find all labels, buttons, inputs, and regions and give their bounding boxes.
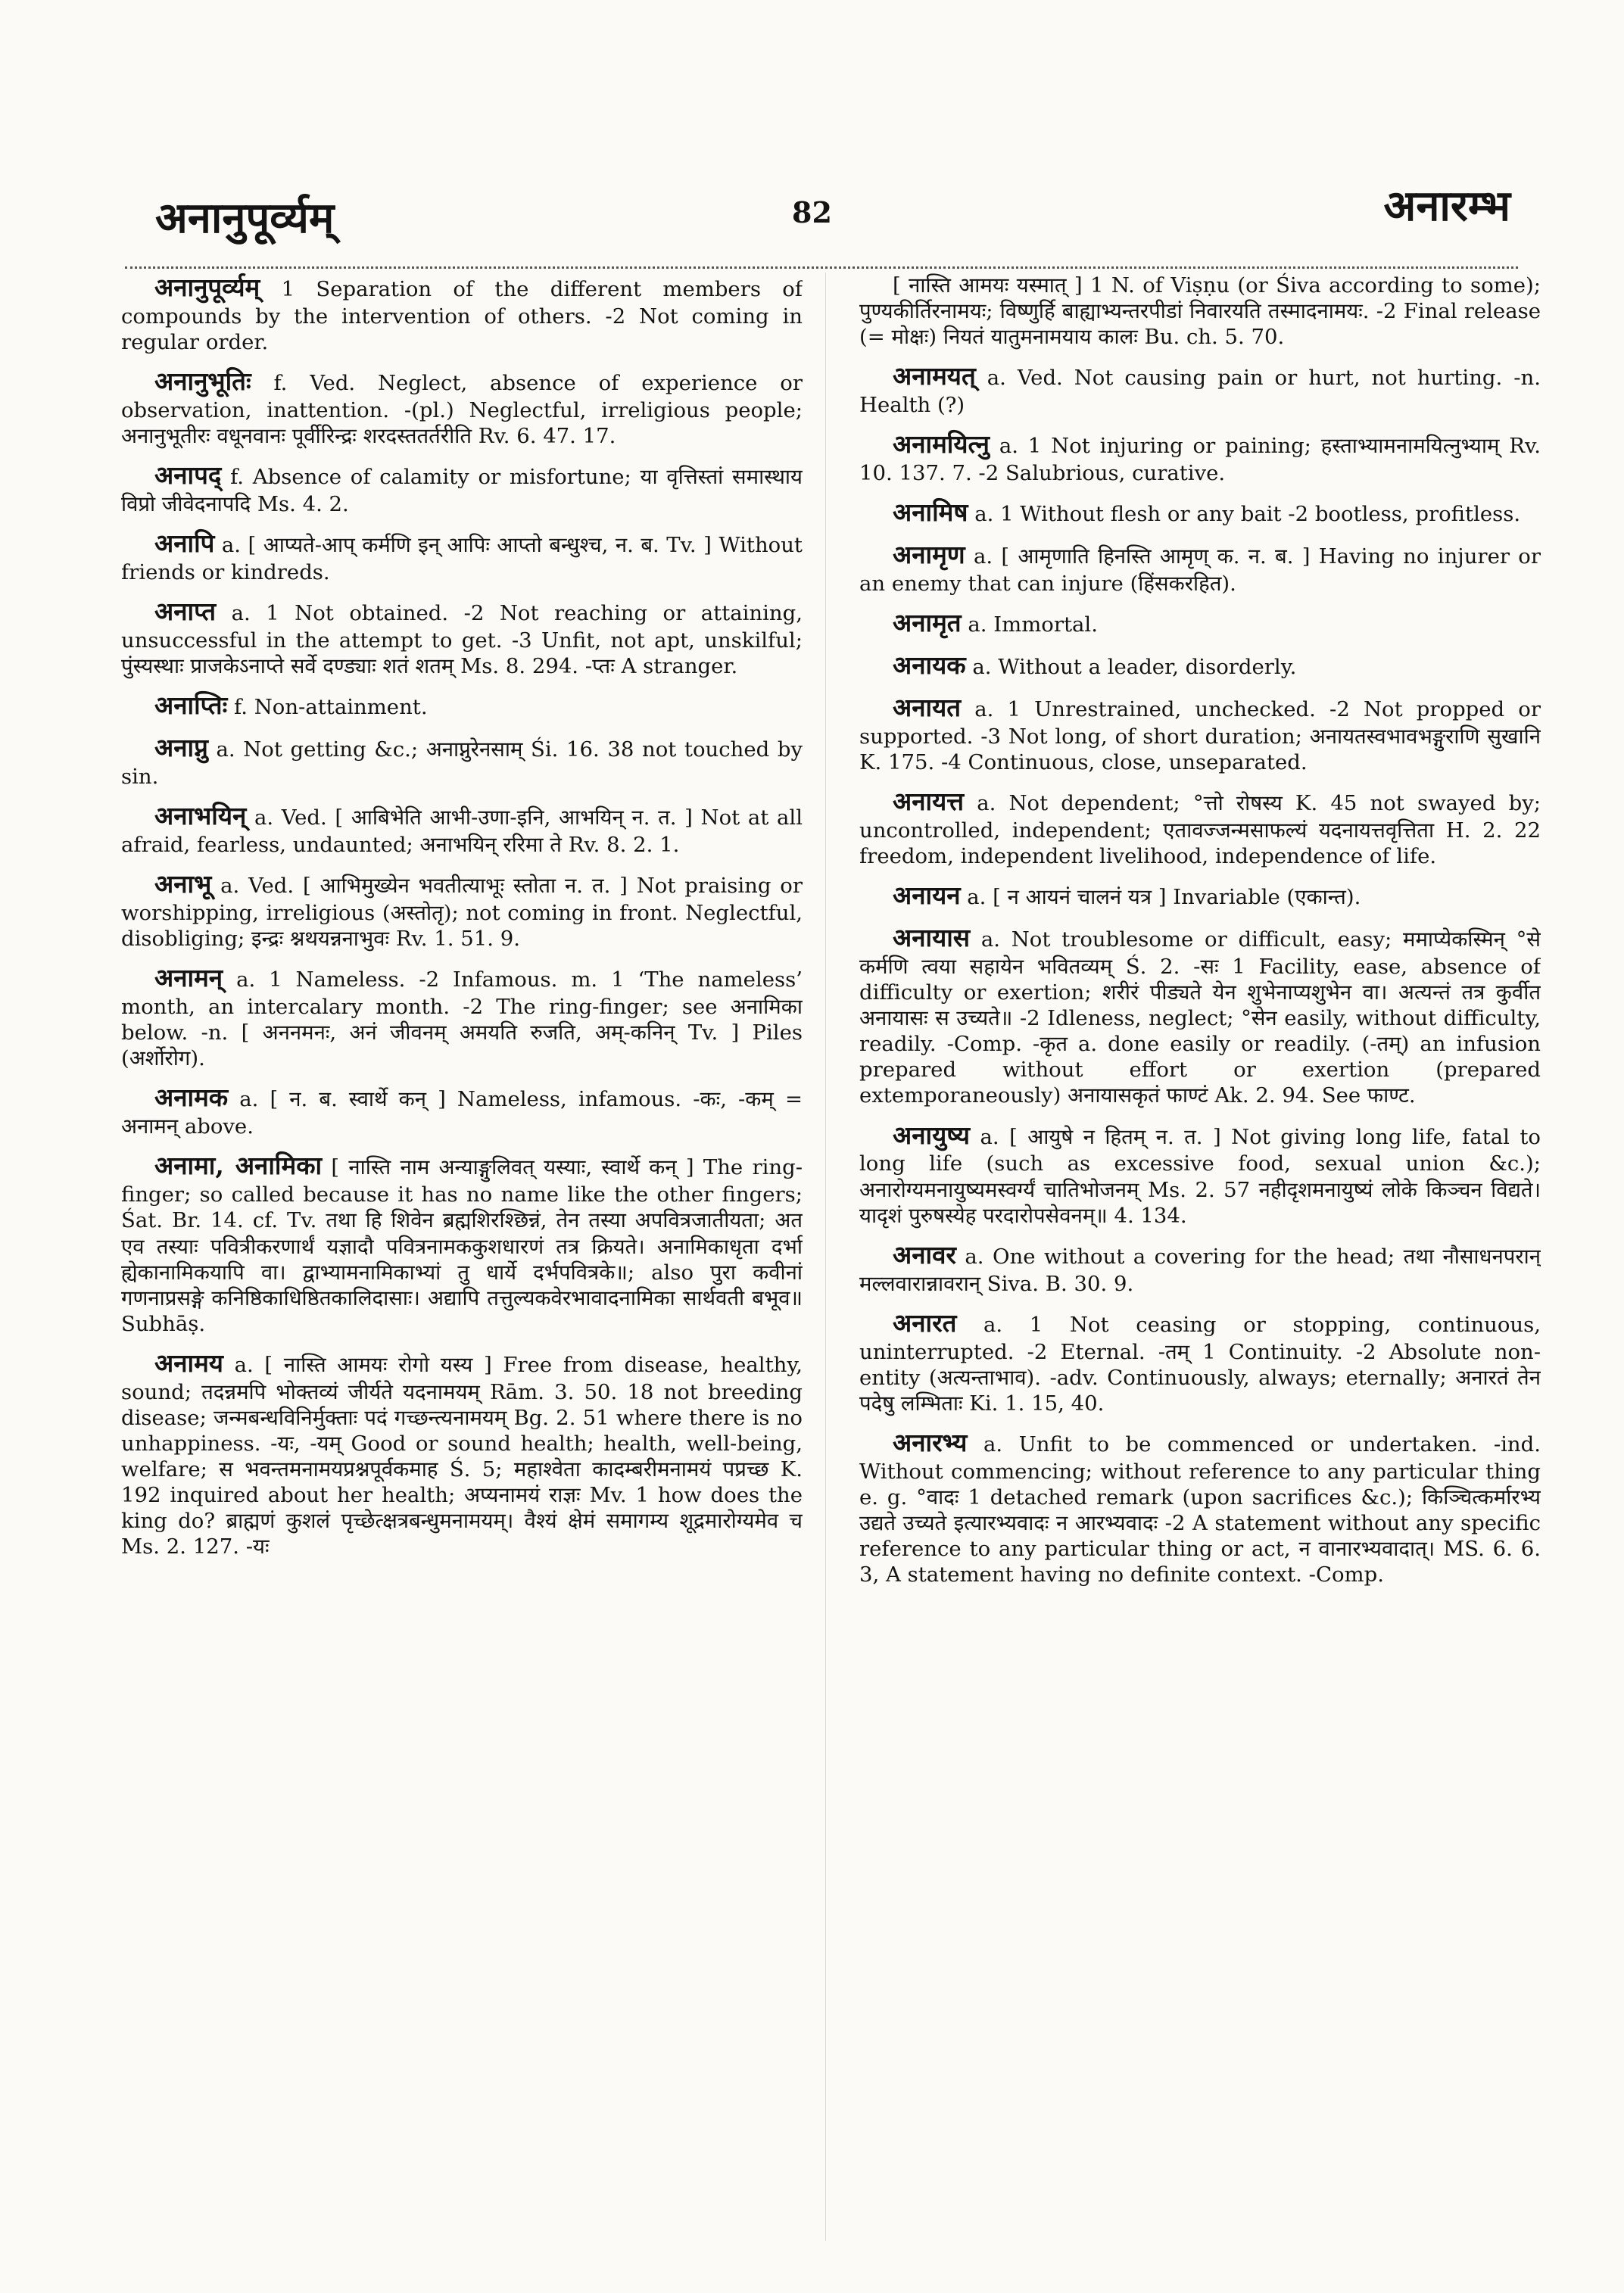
headword: अनाप्नु [154,733,208,763]
dictionary-entry [121,528,803,585]
entry-definition: a. Unfit to be commenced or undertaken. -ind. Without commencing; without reference to any particular thing e. g. °वादः 1 detached remark (upon sacrifices &c.); किञ्चित्कर्मारभ्य उद्यते उच्यते इत्यारभ्यवादः न आरभ्यवादः -2 A statement without any specific reference to any particular thing or act, न वानारभ्यवादात्। MS. 6. 6. 3, A statement having no definite context. -Comp. [859,1432,1541,1587]
entry-definition: 1 Separation of the different members of compounds by the intervention of others. -2 Not coming in regular order. [121,277,803,354]
entry-definition: a. One without a covering for the head; तथा नौसाधनपरान् मल्लवारान्नावरान् Siva. B. 30. 9. [859,1244,1541,1296]
entry-definition: a. Immortal. [968,612,1098,637]
dictionary-entry [859,497,1541,528]
dictionary-entry [121,733,803,790]
headword: अनायन [893,880,961,911]
entry-definition: a. 1 Without flesh or any bait -2 bootless, profitless. [974,502,1521,527]
dictionary-entry [859,540,1541,597]
dictionary-entry [859,923,1541,1108]
headword: अनामिष [893,497,968,528]
dictionary-entry [859,880,1541,911]
entry-definition: a. Ved. Not causing pain or hurt, not hurting. -n. Health (?) [859,366,1541,418]
entry-definition: f. Non-attainment. [234,695,428,720]
headword: अनापि [154,528,215,559]
headword: अनायुष्य [893,1120,971,1150]
entry-definition: a. [ आमृणाति हिनस्ति आमृण् क. न. ब. ] Having no injurer or an enemy that can injure (हिंसकरहित). [859,544,1541,597]
headword: अनारभ्य [893,1427,968,1457]
dictionary-entry [859,650,1541,681]
headword: अनामृण [893,540,965,570]
dictionary-entry [859,361,1541,418]
entry-definition: a. Not troublesome or difficult, easy; ममाप्येकस्मिन् °से कर्मणि त्वया सहायेन भवितव्यम् Ś. 2. -सः 1 Facility, ease, absence of difficulty or exertion; शरीरं पीड्यते येन शुभेनाप्यशुभेन वा। अत्यन्तं तत्र कुर्वीत अनायासः स उच्यते॥ -2 Idleness, neglect; °सेन easily, without difficulty, readily. -Comp. -कृत a. done easily or readily. (-तम्) an infusion prepared without effort or exertion (prepared extemporaneously) अनायासकृतं फाण्टं Ak. 2. 94. See फाण्ट. [859,927,1541,1108]
entry-definition: a. Ved. [ आबिभेति आभी-उणा-इनि, आभयिन् न. त. ] Not at all afraid, fearless, undaunted; अनाभयिन् ररिमा ते Rv. 8. 2. 1. [121,805,803,858]
dictionary-entry [859,1120,1541,1229]
headword: अनापद् [154,460,222,491]
dictionary-entry [121,963,803,1071]
dictionary-entry [121,690,803,721]
entry-definition: f. Ved. Neglect, absence of experience or observation, inattention. -(pl.) Neglectful, irreligious people; अनानुभूतीरः वधूनवानः पूर्वीरिन्द्रः शरदस्ततर्तरीति Rv. 6. 47. 17. [121,371,803,449]
left-column [121,273,803,2241]
headword: अनामयित्नु [893,429,990,460]
entry-definition: a. 1 Unrestrained, unchecked. -2 Not propped or supported. -3 Not long, of short duration; अनायतस्वभावभङ्गुराणि सुखानि K. 175. -4 Continuous, close, unseparated. [859,697,1541,774]
dictionary-entry [121,1083,803,1139]
entry-definition: a. 1 Not injuring or paining; हस्ताभ्यामनामयित्नुभ्याम् Rv. 10. 137. 7. -2 Salubrious, curative. [859,434,1541,486]
entry-definition: a. 1 Not obtained. -2 Not reaching or attaining, unsuccessful in the attempt to get. -3 Unfit, not apt, unskilful; पुंस्यस्थाः प्राजकेऽनाप्ते सर्वे दण्ड्याः शतं शतम् Ms. 8. 294. -प्तः A stranger. [121,601,803,679]
headword: अनाप्त [154,597,217,627]
dictionary-entry [859,608,1541,639]
dictionary-entry [121,1348,803,1560]
entry-definition: a. [ आयुषे न हितम् न. त. ] Not giving long life, fatal to long life (such as excessive food, sexual union &c.); अनारोग्यमनायुष्यमस्वर्ग्यं चातिभोजनम् Ms. 2. 57 नहीदृशमनायुष्यं लोके किञ्चन विद्यते। यादृशं पुरुषस्येह परदारोपसेवनम्॥ 4. 134. [859,1124,1541,1228]
entry-definition: a. Without a leader, disorderly. [972,655,1297,680]
dictionary-entry [121,460,803,517]
entry-definition: a. Not dependent; °त्तो रोषस्य K. 45 not swayed by; uncontrolled, independent; एतावज्जन्मसाफल्यं यदनायत्तवृत्तिता H. 2. 22 freedom, independent livelihood, independence of life. [859,791,1541,869]
headword: अनामक [154,1083,229,1113]
column-divider [825,273,826,2241]
left-guide-word: अनानुपूर्व्यम् [155,193,335,243]
entry-definition: a. [ न. ब. स्वार्थे कन् ] Nameless, infamous. -कः, -कम् = अनामन् above. [121,1087,803,1139]
headword: अनामयत् [893,361,976,391]
entry-definition: a. Ved. [ आभिमुख्येन भवतीत्याभूः स्तोता न. त. ] Not praising or worshipping, irreligious (अस्तोतृ); not coming in front. Neglectful, disobliging; इन्द्रः श्नथयन्ननाभुवः Rv. 1. 51. 9. [121,874,803,952]
right-guide-word: अनारम्भ [1383,181,1510,231]
headword: अनामन् [154,963,223,993]
dictionary-entry [859,429,1541,486]
right-column [859,273,1541,2241]
entry-definition: [ नास्ति नाम अन्याङ्गुलिवत् यस्याः, स्वार्थे कन् ] The ring-finger; so called because it has no name like the other fingers; Śat. Br. 14. cf. Tv. तथा हि शिवेन ब्रह्मशिरश्छिन्नं, तेन तस्या अपवित्रजातीयता; अत एव तस्याः पवित्रीकरणार्थं यज्ञादौ पवित्रनामककुशधारणं तत्र क्रियते। अनामिकाधृता दर्भा ह्येकानामिकयापि वा। द्वाभ्यामनामिकाभ्यां तु धार्ये दर्भपवित्रके॥; also पुरा कवीनां गणनाप्रसङ्गे कनिष्ठिकाधिष्ठितकालिदासाः। अद्यापि तत्तुल्यकवेरभावादनामिका सार्थवती बभूव॥ Subhāṣ. [121,1155,803,1336]
dictionary-entry [859,273,1541,350]
dictionary-entry [121,273,803,355]
headword: अनायत्त [893,787,965,817]
entry-definition: a. 1 Nameless. -2 Infamous. m. 1 ‘The nameless’ month, an intercalary month. -2 The ring-finger; see अनामिका below. -n. [ अननमनः, अनं जीवनम् अमयति रुजति, अम्-कनिन् Tv. ] Piles (अर्शोरोग). [121,967,803,1071]
entry-definition: a. 1 Not ceasing or stopping, continuous, uninterrupted. -2 Eternal. -तम् 1 Continuity. -2 Absolute non-entity (अत्यन्ताभाव). -adv. Continuously, always; eternally; अनारतं तेन पदेषु लम्भिताः Ki. 1. 15, 40. [859,1312,1541,1416]
headword: अनानुभूतिः [154,366,251,397]
headword: अनावर [893,1239,956,1270]
headword: अनाभयिन् [154,801,247,831]
dictionary-entry [859,693,1541,775]
page-header [0,0,1624,257]
dictionary-entry [121,801,803,858]
entry-definition: [ नास्ति आमयः यस्मात् ] 1 N. of Viṣṇu (or Śiva according to some); पुण्यकीर्तिरनामयः; विष्णुर्हि बाह्याभ्यन्तरपीडां निवारयति तस्मादनामयः. -2 Final release (= मोक्षः) नियतं यातुमनामयाय कालः Bu. ch. 5. 70. [859,273,1541,350]
headword: अनामृत [893,608,962,638]
dictionary-entry [859,1240,1541,1297]
headword: अनाभू [154,869,212,899]
header-rule [125,266,1518,269]
headword: अनायक [893,650,966,681]
headword: अनायास [893,923,971,953]
entry-definition: a. [ नास्ति आमयः रोगो यस्य ] Free from disease, healthy, sound; तदन्नमपि भोक्तव्यं जीर्यते यदनामयम् Rām. 3. 50. 18 not breeding disease; जन्मबन्धविनिर्मुक्ताः पदं गच्छन्त्यनामयम् Bg. 2. 51 where there is no unhappiness. -यः, -यम् Good or sound health; health, well-being, welfare; स भवन्तमनामयप्रश्नपूर्वकमाह Ś. 5; महाश्वेता कादम्बरीमनामयं पप्रच्छ K. 192 inquired about her health; अप्यनामयं राज्ञः Mv. 1 how does the king do? ब्राह्मणं कुशलं पृच्छेत्क्षत्रबन्धुमनामयम्। वैश्यं क्षेमं समागम्य शूद्रमारोग्यमेव च Ms. 2. 127. -यः [121,1352,803,1559]
headword: अनामय [154,1347,223,1378]
dictionary-entry [121,869,803,952]
entry-definition: a. [ आप्यते-आप् कर्मणि इन् आपिः आप्तो बन्धुश्च, न. ब. Tv. ] Without friends or kindreds. [121,533,803,585]
headword: अनाप्तिः [154,690,228,721]
page-number: 82 [792,195,832,229]
headword: अनामा, अनामिका [154,1151,323,1181]
headword: अनायत [893,693,962,722]
headword: अनारत [893,1307,957,1338]
dictionary-entry [859,1428,1541,1587]
dictionary-entry [859,1308,1541,1416]
headword: अनानुपूर्व्यम् [154,273,260,302]
entry-definition: a. Not getting &c.; अनाप्नुरेनसाम् Śi. 16. 38 not touched by sin. [121,737,803,790]
dictionary-entry [121,366,803,449]
dictionary-entry [121,1151,803,1336]
dictionary-entry [121,597,803,679]
dictionary-entry [859,787,1541,869]
entry-definition: f. Absence of calamity or misfortune; या वृत्तिस्तां समास्थाय विप्रो जीवेदनापदि Ms. 4. 2. [121,465,803,517]
entry-definition: a. [ न आयनं चालनं यत्र ] Invariable (एकान्त). [967,885,1361,910]
